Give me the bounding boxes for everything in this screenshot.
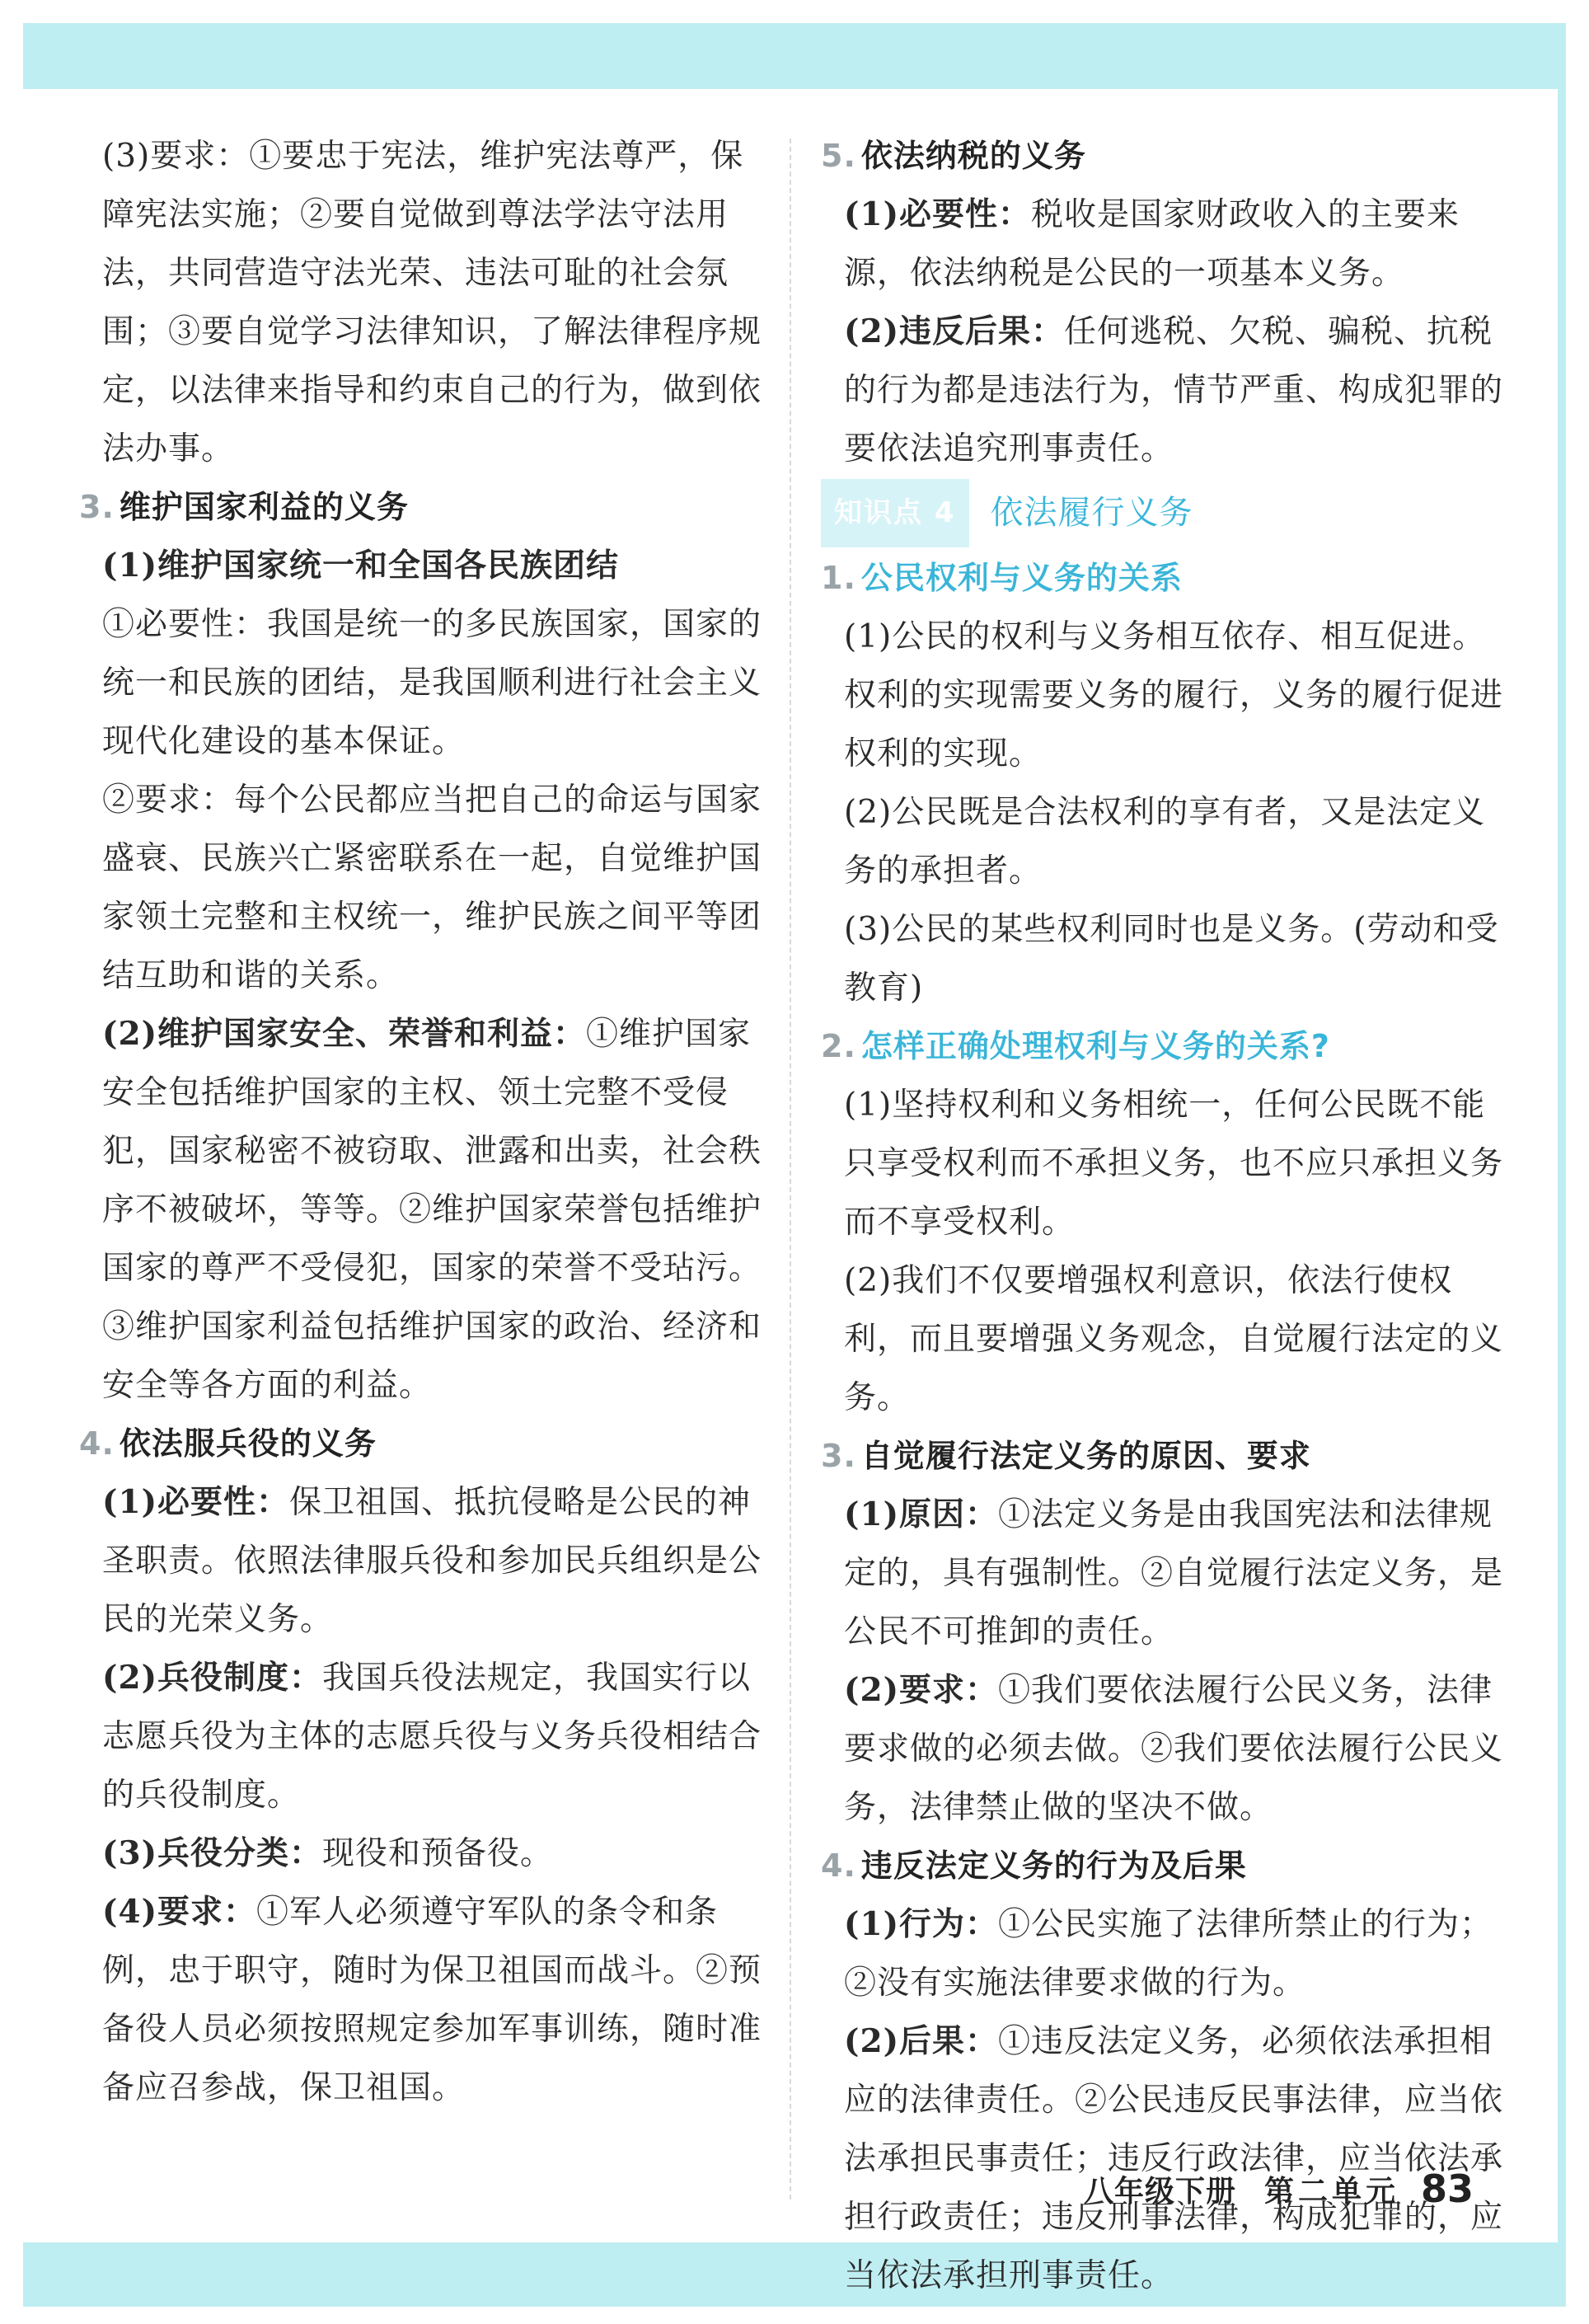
section-title: 违反法定义务的行为及后果 <box>860 1847 1247 1884</box>
paragraph-military-requirement <box>79 1883 763 2117</box>
paragraph-text: (3)要求：①要忠于宪法，维护宪法尊严，保障宪法实施；②要自觉做到尊法学法守法用法，共同营造守法光荣、违法可耻的社会氛围；③要自觉学习法律知识，了解法律程序规定，以法律来指导和约束自己的行为，做到依法办事。 <box>102 138 762 467</box>
section-title: 依法纳税的义务 <box>860 138 1086 174</box>
paragraph-military-system <box>79 1649 763 1824</box>
paragraph-text: ①军人必须遵守军队的条令和条例，忠于职守，随时为保卫祖国而战斗。②预备役人员必须按照规定参加军事训练，随时准备应召参战，保卫祖国。 <box>102 1894 762 2106</box>
kp-heading-2 <box>821 1017 1505 1076</box>
footer-unit: 第二单元 <box>1263 2174 1399 2209</box>
paragraph-label: (2)后果： <box>844 2022 999 2060</box>
kp-heading-1 <box>821 549 1505 608</box>
section-number: 4. <box>79 1425 115 1462</box>
page-number: 83 <box>1420 2167 1474 2211</box>
section-number: 4. <box>821 1847 856 1884</box>
right-column <box>821 127 1505 2305</box>
paragraph-duty-reason <box>821 1486 1505 1661</box>
paragraph-text: ①法定义务是由我国宪法和法律规定的，具有强制性。②自觉履行法定义务，是公民不可推卸的责任。 <box>844 1496 1504 1650</box>
paragraph-handle-2: (2)我们不仅要增强权利意识，依法行使权利，而且要增强义务观念，自觉履行法定的义务。 <box>844 1262 1504 1416</box>
paragraph-label: (4)要求： <box>102 1893 257 1931</box>
paragraph-handle-1: (1)坚持权利和义务相统一，任何公民既不能只享受权利而不承担义务，也不应只承担义务而不享受权利。 <box>844 1087 1504 1241</box>
paragraph-unity-necessity: ①必要性：我国是统一的多民族国家，国家的统一和民族的团结，是我国顺利进行社会主义现代化建设的基本保证。 <box>102 606 762 760</box>
paragraph-text: ①公民实施了法律所禁止的行为；②没有实施法律要求做的行为。 <box>844 1906 1493 2002</box>
paragraph-tax-consequence <box>821 303 1505 478</box>
paragraph-label: (2)兵役制度： <box>102 1659 323 1697</box>
paragraph-text: 税收是国家财政收入的主要来源，依法纳税是公民的一项基本义务。 <box>844 196 1460 292</box>
paragraph-label: (1)行为： <box>844 1905 999 1943</box>
paragraph-text: ①维护国家安全包括维护国家的主权、领土完整不受侵犯，国家秘密不被窃取、泄露和出卖，社会秩序不被破坏，等等。②维护国家荣誉包括维护国家的尊严不受侵犯，国家的荣誉不受玷污。③维护国家利益包括维护国家的政治、经济和安全等各方面的利益。 <box>102 1016 762 1404</box>
kp-heading-4 <box>821 1837 1505 1895</box>
kp-heading-3 <box>821 1427 1505 1486</box>
paragraph-unity-requirement: ②要求：每个公民都应当把自己的命运与国家盛衰、民族兴亡紧密联系在一起，自觉维护国家领土完整和主权统一，维护民族之间平等团结互助和谐的关系。 <box>102 782 762 994</box>
section-heading-5 <box>821 127 1505 185</box>
footer-grade: 八年级下册 <box>1083 2174 1236 2209</box>
paragraph-text: ①我们要依法履行公民义务，法律要求做的必须去做。②我们要依法履行公民义务，法律禁止做的坚决不做。 <box>844 1672 1504 1826</box>
knowledge-point-badge: 知识点 4 <box>821 479 969 547</box>
section-heading-3 <box>79 478 763 537</box>
knowledge-point-title: 依法履行义务 <box>990 493 1193 532</box>
paragraph-text: ①违反法定义务，必须依法承担相应的法律责任。②公民违反民事法律，应当依法承担民事责任；违反行政法律，应当依法承担行政责任；违反刑事法律，构成犯罪的，应当依法承担刑事责任。 <box>844 2023 1504 2294</box>
paragraph-label: (2)维护国家安全、荣誉和利益： <box>102 1015 587 1053</box>
section-number: 3. <box>79 489 115 525</box>
constitution-requirement-paragraph <box>79 127 763 478</box>
paragraph-duty-requirement <box>821 1661 1505 1837</box>
paragraph-label: (1)必要性： <box>844 195 1032 233</box>
paragraph-military-types <box>79 1824 763 1883</box>
section-number: 2. <box>821 1028 856 1064</box>
section-title: 维护国家利益的义务 <box>119 489 409 525</box>
section-heading-4 <box>79 1415 763 1473</box>
paragraph-label: (2)违反后果： <box>844 312 1065 350</box>
paragraph-text: 任何逃税、欠税、骗税、抗税的行为都是违法行为，情节严重、构成犯罪的要依法追究刑事责任。 <box>844 313 1504 467</box>
paragraph-rights-duties-3: (3)公民的某些权利同时也是义务。(劳动和受教育) <box>844 911 1499 1007</box>
paragraph-rights-duties-2: (2)公民既是合法权利的享有者，又是法定义务的承担者。 <box>844 794 1486 890</box>
column-divider <box>790 139 791 2200</box>
paragraph-violation-behavior <box>821 1895 1505 2012</box>
paragraph-violation-consequence <box>821 2012 1505 2305</box>
paragraph-military-necessity <box>79 1473 763 1649</box>
section-title: 依法服兵役的义务 <box>119 1425 377 1462</box>
paragraph-text: 现役和预备役。 <box>322 1835 554 1872</box>
paragraph-text: 保卫祖国、抵抗侵略是公民的神圣职责。依照法律服兵役和参加民兵组织是公民的光荣义务。 <box>102 1484 762 1638</box>
paragraph-rights-duties-1: (1)公民的权利与义务相互依存、相互促进。权利的实现需要义务的履行，义务的履行促进权利的实现。 <box>844 618 1504 772</box>
paragraph-label: (1)原因： <box>844 1495 999 1533</box>
subheading-unity: (1)维护国家统一和全国各民族团结 <box>102 547 620 585</box>
section-title: 自觉履行法定义务的原因、要求 <box>860 1438 1311 1474</box>
section-number: 3. <box>821 1438 856 1474</box>
left-column <box>79 127 763 2117</box>
paragraph-label: (1)必要性： <box>102 1483 290 1521</box>
paragraph-security-honor <box>79 1005 763 1415</box>
paragraph-label: (2)要求： <box>844 1671 999 1709</box>
knowledge-point-heading <box>821 481 1505 544</box>
paragraph-label: (3)兵役分类： <box>102 1834 323 1872</box>
textbook-page <box>23 89 1558 2294</box>
paragraph-tax-necessity <box>821 185 1505 303</box>
page-footer <box>979 2160 1474 2218</box>
section-number: 5. <box>821 138 856 174</box>
section-number: 1. <box>821 560 856 596</box>
section-title: 公民权利与义务的关系 <box>860 560 1183 596</box>
section-title: 怎样正确处理权利与义务的关系? <box>860 1028 1330 1064</box>
paragraph-text: 我国兵役法规定，我国实行以志愿兵役为主体的志愿兵役与义务兵役相结合的兵役制度。 <box>102 1660 762 1814</box>
